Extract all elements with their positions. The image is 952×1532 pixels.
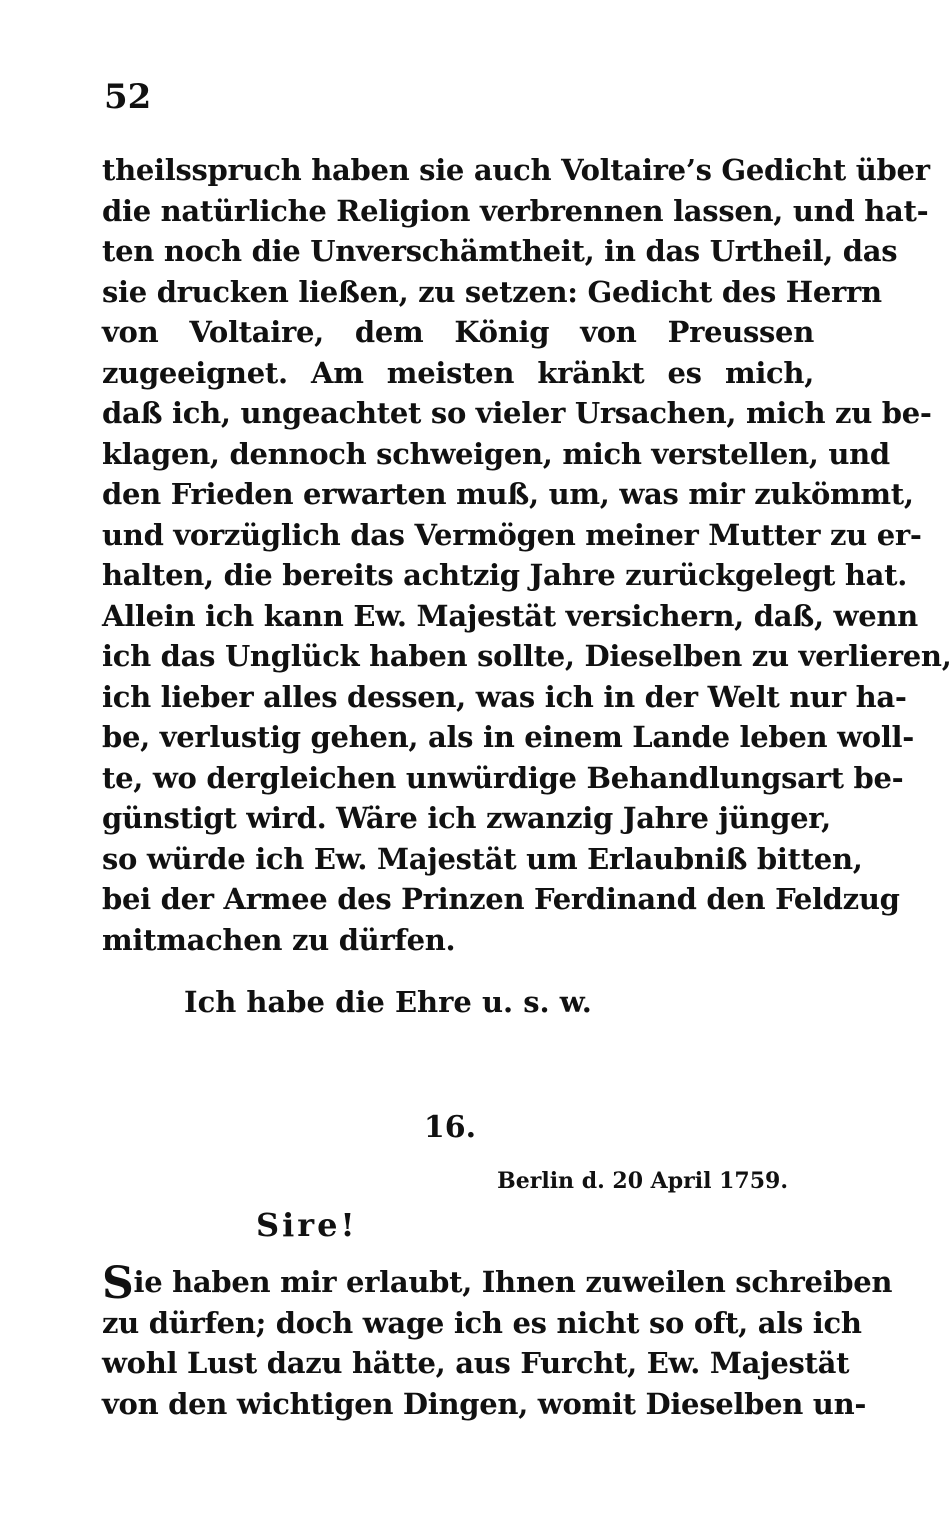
text-line: halten, die bereits achtzig Jahre zurückgelegt hat. (102, 558, 908, 592)
text-line: und vorzüglich das Vermögen meiner Mutter zu er- (102, 517, 922, 552)
first-line-rest: ie haben mir erlaubt, Ihnen zuweilen schreiben (133, 1265, 893, 1299)
text-line: mitmachen zu dürfen. (102, 922, 456, 957)
closing-formula: Ich habe die Ehre u. s. w. (184, 985, 592, 1019)
letter-date: Berlin d. 20 April 1759. (497, 1168, 788, 1194)
text-line: bei der Armee des Prinzen Ferdinand den Feldzug (102, 882, 900, 916)
text-line: zugeeignet. Am meisten kränkt es mich, (102, 355, 814, 390)
text-line: die natürliche Religion verbrennen lassen, und hat- (102, 193, 929, 228)
text-line: wohl Lust dazu hätte, aus Furcht, Ew. Majestät (102, 1346, 850, 1380)
new-letter-text (102, 1258, 893, 1424)
text-line: günstigt wird. Wäre ich zwanzig Jahre jünger, (102, 801, 831, 835)
text-line: Allein ich kann Ew. Majestät versichern, daß, wenn (102, 598, 918, 633)
text-line: so würde ich Ew. Majestät um Erlaubniß bitten, (102, 841, 863, 876)
letter-continuation-text (102, 150, 952, 960)
page-number: 52 (104, 77, 152, 117)
letter-number: 16. (423, 1110, 477, 1145)
text-line: theilsspruch haben sie auch Voltaire’s Gedicht über (102, 153, 930, 187)
text-line: sie drucken ließen, zu setzen: Gedicht des Herrn (102, 274, 882, 309)
text-line: ich das Unglück haben sollte, Dieselben zu verlieren, (102, 639, 952, 673)
drop-cap: S (102, 1258, 134, 1309)
text-line: von den wichtigen Dingen, womit Dieselben un- (102, 1386, 867, 1421)
text-line: den Frieden erwarten muß, um, was mir zukömmt, (102, 477, 914, 511)
text-line: zu dürfen; doch wage ich es nicht so oft, als ich (102, 1305, 862, 1340)
text-line: te, wo dergleichen unwürdige Behandlungsart be- (102, 760, 904, 795)
text-line: klagen, dennoch schweigen, mich verstellen, und (102, 436, 890, 471)
text-line: von Voltaire, dem König von Preussen (102, 315, 814, 349)
text-line: be, verlustig gehen, als in einem Lande leben woll- (102, 720, 915, 754)
text-line: ich lieber alles dessen, was ich in der Welt nur ha- (102, 679, 907, 714)
text-line: ten noch die Unverschämtheit, in das Urtheil, das (102, 234, 898, 268)
text-line: daß ich, ungeachtet so vieler Ursachen, mich zu be- (102, 396, 932, 430)
salutation: Sire! (256, 1206, 358, 1244)
text-line-first (102, 1258, 893, 1309)
